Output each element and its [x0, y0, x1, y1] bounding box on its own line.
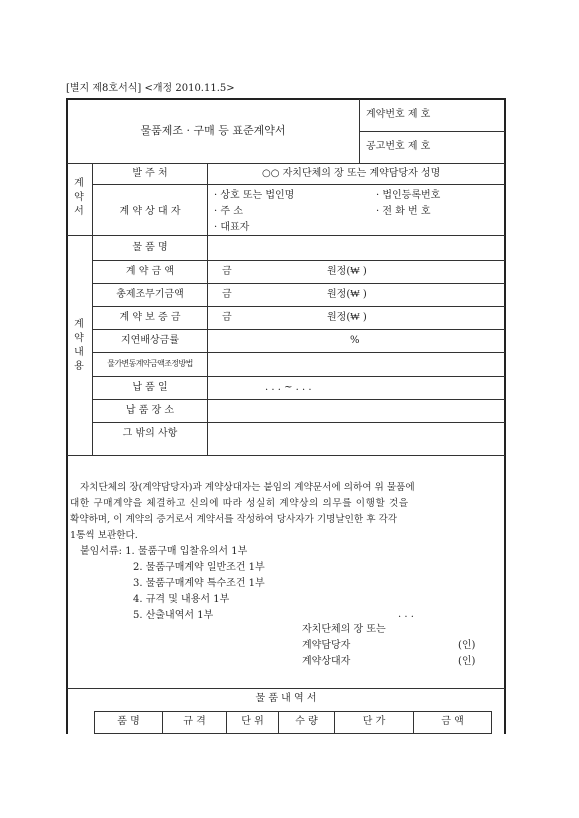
delivery-date-label: 납 품 일 — [132, 382, 168, 393]
col-header-spec: 규 격 — [183, 716, 206, 727]
party-field-rep: · 대표자 — [214, 222, 250, 233]
deposit-suffix: 원정(₩ ) — [327, 312, 367, 323]
row-line-5 — [93, 352, 505, 353]
price-adjust-label: 물가변동계약금액조정방법 — [107, 359, 193, 368]
item-table-top — [94, 711, 492, 712]
row-line-1 — [93, 260, 505, 261]
signer-heading: 자치단체의 장 또는 — [302, 624, 386, 635]
contractor-side-label: 계약서 — [74, 178, 84, 217]
item-details-title: 물 품 내 역 서 — [255, 693, 317, 704]
item-name-label: 물 품 명 — [132, 242, 168, 253]
deposit-label: 계 약 보 증 금 — [119, 312, 181, 323]
outer-right-border — [504, 98, 506, 734]
col-header-unit: 단 위 — [241, 716, 264, 727]
outer-left-border — [66, 98, 68, 734]
attachment-3: 3. 물품구매계약 특수조건 1부 — [133, 578, 265, 589]
row-line-8 — [93, 422, 505, 423]
attachment-4: 4. 규격 및 내용서 1부 — [133, 594, 230, 605]
body-line-3: 확약하며, 이 계약의 증거로서 계약서를 작성하여 당사자가 기명날인한 후 각각 — [70, 514, 398, 525]
document-title: 물품제조 · 구매 등 표준계약서 — [140, 124, 286, 137]
signer-seal-officer: (인) — [458, 640, 476, 651]
orderer-bottom-line — [93, 184, 505, 185]
other-items-label: 그 밖의 사항 — [122, 428, 178, 439]
signer-role-party: 계약상대자 — [302, 656, 351, 667]
title-bottom-line — [67, 163, 505, 164]
body-line-4: 1통씩 보관한다. — [70, 530, 138, 541]
row-line-2 — [93, 283, 505, 284]
delay-rate-label: 지연배상금률 — [121, 335, 179, 346]
signing-date: . . . — [398, 609, 414, 620]
signer-role-officer: 계약담당자 — [302, 640, 351, 651]
attachment-2: 2. 물품구매계약 일반조건 1부 — [133, 562, 265, 573]
delay-rate-value: % — [350, 335, 360, 346]
row-line-6 — [93, 376, 505, 377]
orderer-value: ○○ 자치단체의 장 또는 계약담당자 성명 — [262, 168, 441, 179]
total-amount-suffix: 원정(₩ ) — [327, 289, 367, 300]
item-table-bottom — [94, 733, 492, 734]
total-amount-label: 총제조무기금액 — [116, 289, 184, 300]
row-line-3 — [93, 306, 505, 307]
body-line-2: 대한 구매계약을 체결하고 신의에 따라 성실히 계약상의 의무를 이행할 것을 — [70, 498, 409, 509]
signer-seal-party: (인) — [458, 656, 476, 667]
party-field-phone: · 전 화 번 호 — [376, 206, 431, 217]
deposit-prefix: 금 — [222, 312, 232, 323]
contents-bottom-line — [67, 455, 505, 456]
notice-number: 공고번호 제 호 — [366, 141, 431, 152]
contract-amount-label: 계 약 금 액 — [125, 266, 175, 277]
contract-amount-prefix: 금 — [222, 266, 232, 277]
party-label: 계 약 상 대 자 — [119, 206, 181, 217]
row-line-4 — [93, 329, 505, 330]
party-field-name: · 상호 또는 법인명 — [214, 190, 295, 201]
contract-number: 계약번호 제 호 — [366, 109, 431, 120]
form-number: [별지 제8호서식] <개정 2010.11.5> — [66, 83, 235, 94]
party-field-address: · 주 소 — [214, 206, 243, 217]
col-header-amount: 금 액 — [441, 716, 464, 727]
contractor-label-divider — [207, 163, 208, 235]
orderer-label: 발 주 처 — [132, 168, 168, 179]
title-number-divider — [359, 131, 505, 132]
row-line-7 — [93, 399, 505, 400]
col-header-name: 품 명 — [117, 716, 140, 727]
outer-top-border — [66, 98, 506, 100]
attachment-5: 5. 산출내역서 1부 — [133, 610, 214, 621]
total-amount-prefix: 금 — [222, 289, 232, 300]
body-bottom-line — [67, 688, 505, 689]
attachments-label: 붙임서류: 1. 물품구매 입찰유의서 1부 — [80, 546, 248, 557]
col-header-price: 단 가 — [362, 716, 386, 727]
col-header-qty: 수 량 — [295, 716, 318, 727]
delivery-place-label: 납 품 장 소 — [125, 405, 175, 416]
contractor-bottom-line — [67, 235, 505, 236]
contract-amount-suffix: 원정(₩ ) — [327, 266, 367, 277]
delivery-date-value: . . . ~ . . . — [265, 382, 312, 393]
contents-side-label: 계약내용 — [74, 319, 84, 372]
party-field-reg-no: · 법인등록번호 — [376, 190, 441, 201]
item-col-right — [491, 711, 492, 734]
body-line-1: 자치단체의 장(계약담당자)과 계약상대자는 붙임의 계약문서에 의하여 위 물품에 — [80, 482, 415, 493]
